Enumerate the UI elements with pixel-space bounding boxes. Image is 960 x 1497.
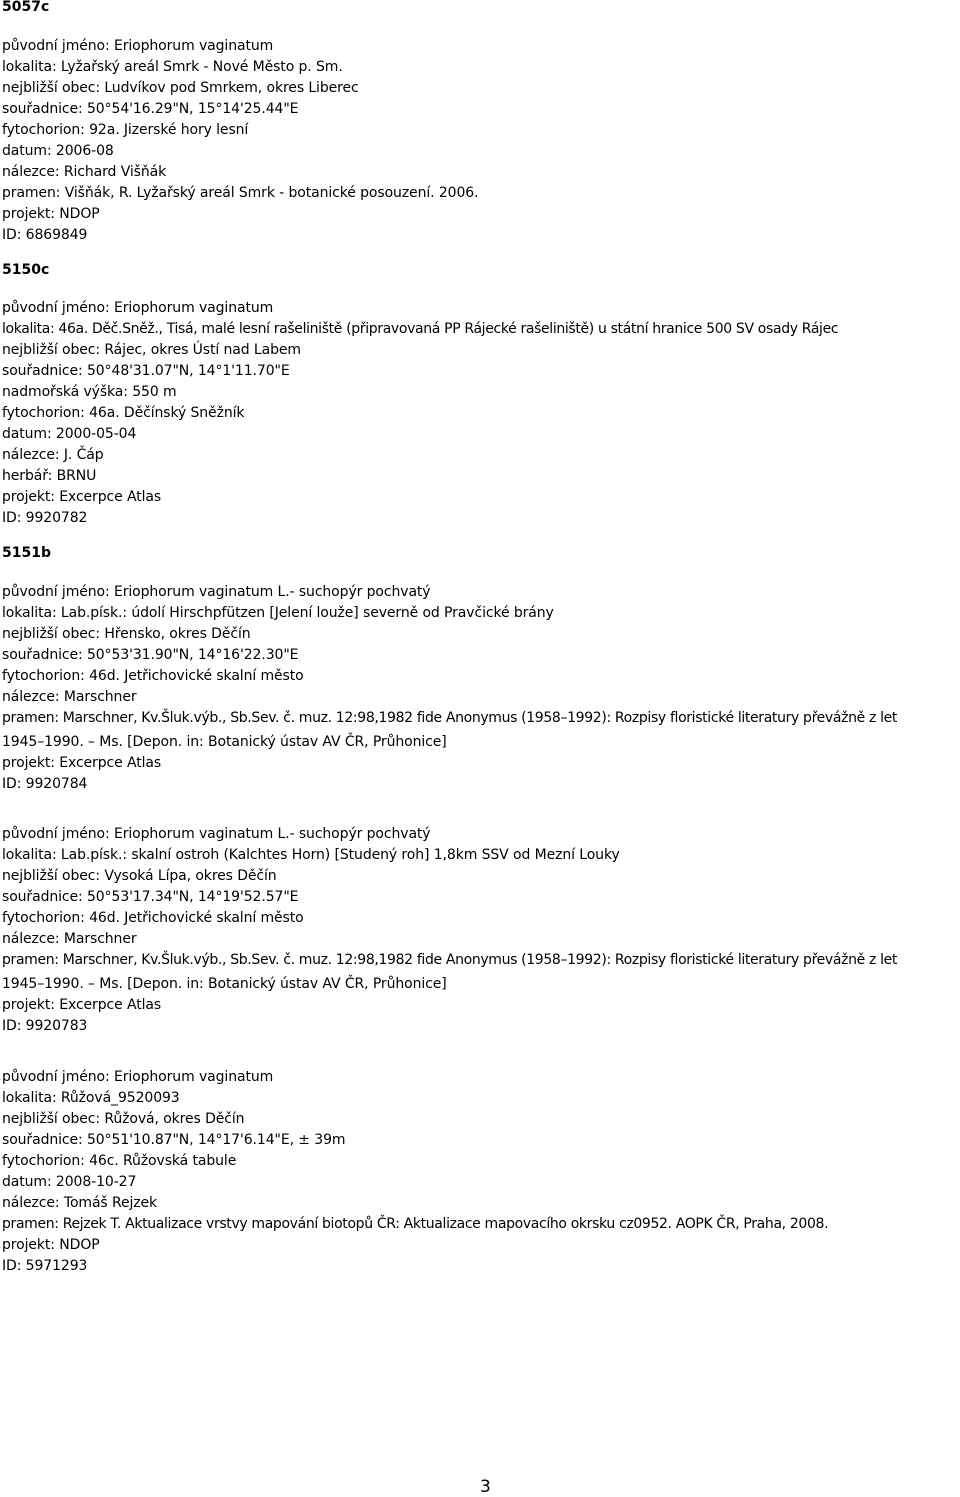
record-line-finder: nálezce: Marschner <box>2 931 137 947</box>
record-line-id: ID: 9920782 <box>2 510 88 526</box>
record-line-original-name: původní jméno: Eriophorum vaginatum <box>2 38 274 54</box>
record-line-phytochorion: fytochorion: 46d. Jetřichovické skalní město <box>2 668 304 684</box>
record-line-project: projekt: Excerpce Atlas <box>2 997 162 1013</box>
record-line-source-continued: 1945–1990. – Ms. [Depon. in: Botanický ústav AV ČR, Průhonice] <box>2 734 447 750</box>
page-number: 3 <box>480 1477 491 1497</box>
record-line-nearest-village: nejbližší obec: Růžová, okres Děčín <box>2 1111 245 1127</box>
record-line-phytochorion: fytochorion: 92a. Jizerské hory lesní <box>2 122 249 138</box>
record-line-id: ID: 9920783 <box>2 1018 88 1034</box>
record-line-original-name: původní jméno: Eriophorum vaginatum L.- suchopýr pochvatý <box>2 826 431 842</box>
record-line-date: datum: 2008-10-27 <box>2 1174 137 1190</box>
record-line-finder: nálezce: Tomáš Rejzek <box>2 1195 158 1211</box>
record-line-source: pramen: Marschner, Kv.Šluk.výb., Sb.Sev. č. muz. 12:98,1982 fide Anonymus (1958–1992): Rozpisy floristické literatury převážně z let <box>2 710 898 726</box>
record-line-finder: nálezce: Richard Višňák <box>2 164 167 180</box>
section-heading: 5151b <box>2 545 51 561</box>
record-line-source: pramen: Višňák, R. Lyžařský areál Smrk - botanické posouzení. 2006. <box>2 185 479 201</box>
record-line-project: projekt: Excerpce Atlas <box>2 489 162 505</box>
record-line-finder: nálezce: Marschner <box>2 689 137 705</box>
record-line-phytochorion: fytochorion: 46c. Růžovská tabule <box>2 1153 237 1169</box>
record-line-phytochorion: fytochorion: 46a. Děčínský Sněžník <box>2 405 245 421</box>
record-line-nearest-village: nejbližší obec: Rájec, okres Ústí nad Labem <box>2 342 301 358</box>
record-line-original-name: původní jméno: Eriophorum vaginatum L.- suchopýr pochvatý <box>2 584 431 600</box>
record-line-source: pramen: Marschner, Kv.Šluk.výb., Sb.Sev. č. muz. 12:98,1982 fide Anonymus (1958–1992): Rozpisy floristické literatury převážně z let <box>2 952 898 968</box>
record-line-coordinates: souřadnice: 50°54'16.29"N, 15°14'25.44"E <box>2 101 299 117</box>
record-line-altitude: nadmořská výška: 550 m <box>2 384 177 400</box>
record-line-project: projekt: NDOP <box>2 206 100 222</box>
record-line-locality: lokalita: Lab.písk.: údolí Hirschpfützen [Jelení louže] severně od Pravčické brány <box>2 605 554 621</box>
section-heading: 5057c <box>2 0 50 15</box>
record-line-coordinates: souřadnice: 50°53'31.90"N, 14°16'22.30"E <box>2 647 299 663</box>
record-line-id: ID: 9920784 <box>2 776 88 792</box>
record-line-herbarium: herbář: BRNU <box>2 468 97 484</box>
record-line-locality: lokalita: Lyžařský areál Smrk - Nové Město p. Sm. <box>2 59 343 75</box>
section-heading: 5150c <box>2 262 50 278</box>
record-line-date: datum: 2006-08 <box>2 143 114 159</box>
record-line-coordinates: souřadnice: 50°53'17.34"N, 14°19'52.57"E <box>2 889 299 905</box>
record-line-date: datum: 2000-05-04 <box>2 426 137 442</box>
record-line-coordinates: souřadnice: 50°48'31.07"N, 14°1'11.70"E <box>2 363 290 379</box>
record-line-source: pramen: Rejzek T. Aktualizace vrstvy mapování biotopů ČR: Aktualizace mapovacího okrsku cz0952. AOPK ČR, Praha, 2008. <box>2 1216 829 1232</box>
record-line-source-continued: 1945–1990. – Ms. [Depon. in: Botanický ústav AV ČR, Průhonice] <box>2 976 447 992</box>
record-line-project: projekt: NDOP <box>2 1237 100 1253</box>
record-line-nearest-village: nejbližší obec: Vysoká Lípa, okres Děčín <box>2 868 277 884</box>
record-line-coordinates: souřadnice: 50°51'10.87"N, 14°17'6.14"E, ± 39m <box>2 1132 346 1148</box>
record-line-id: ID: 6869849 <box>2 227 88 243</box>
record-line-project: projekt: Excerpce Atlas <box>2 755 162 771</box>
record-line-nearest-village: nejbližší obec: Ludvíkov pod Smrkem, okres Liberec <box>2 80 359 96</box>
record-line-id: ID: 5971293 <box>2 1258 88 1274</box>
record-line-locality: lokalita: Lab.písk.: skalní ostroh (Kalchtes Horn) [Studený roh] 1,8km SSV od Mezní Louky <box>2 847 620 863</box>
record-line-phytochorion: fytochorion: 46d. Jetřichovické skalní město <box>2 910 304 926</box>
record-line-locality: lokalita: Růžová_9520093 <box>2 1090 180 1106</box>
record-line-locality: lokalita: 46a. Děč.Sněž., Tisá, malé lesní rašeliniště (připravovaná PP Rájecké rašeliniště) u státní hranice 500 SV osady Rájec <box>2 321 839 337</box>
record-line-finder: nálezce: J. Čáp <box>2 447 104 463</box>
record-line-nearest-village: nejbližší obec: Hřensko, okres Děčín <box>2 626 251 642</box>
record-line-original-name: původní jméno: Eriophorum vaginatum <box>2 300 274 316</box>
record-line-original-name: původní jméno: Eriophorum vaginatum <box>2 1069 274 1085</box>
